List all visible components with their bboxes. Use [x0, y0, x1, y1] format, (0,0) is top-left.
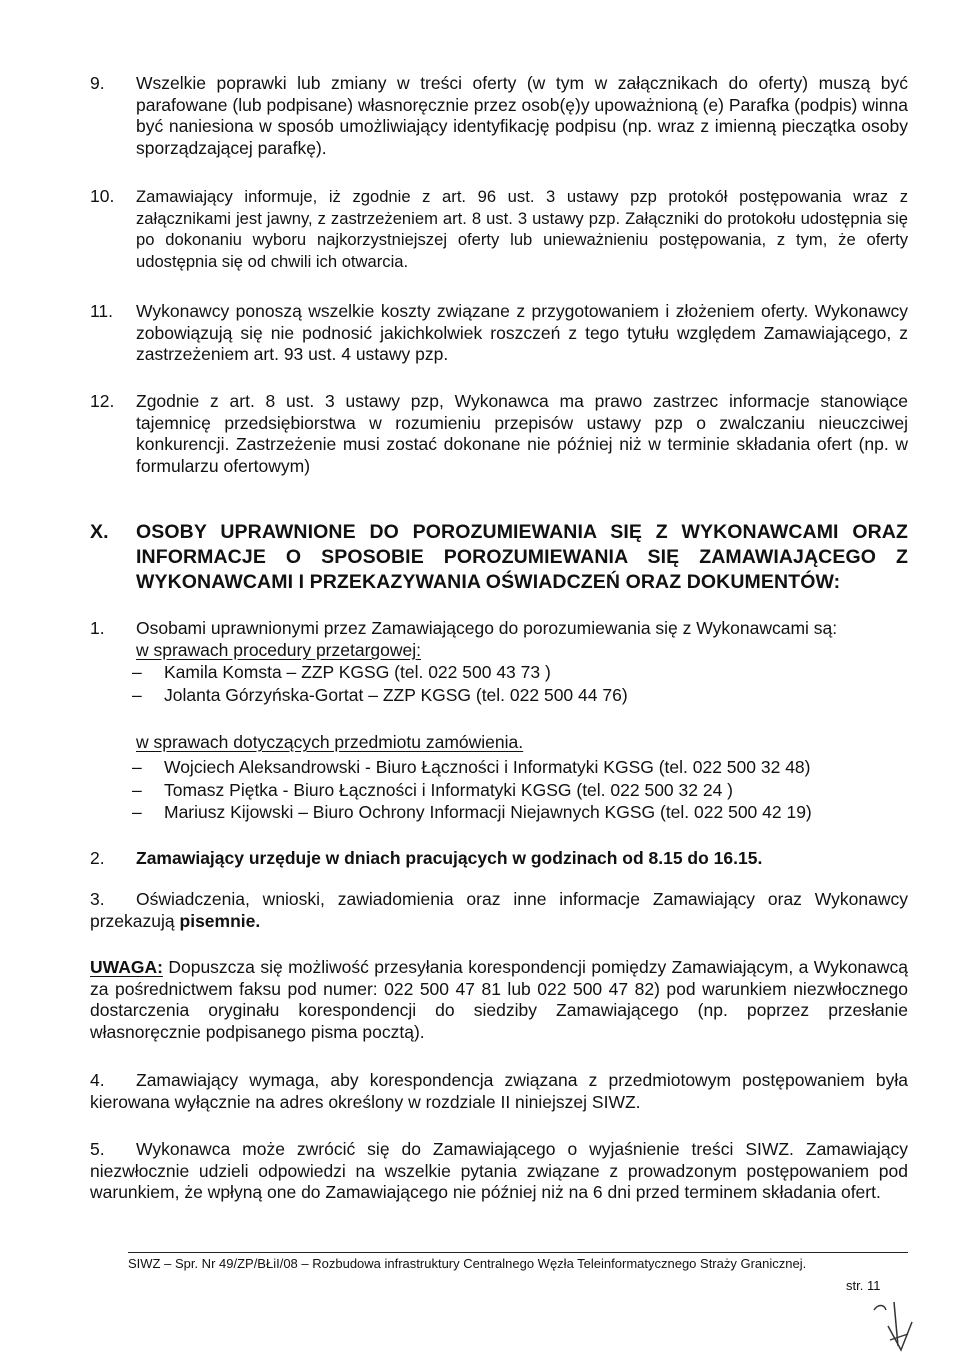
subject-label: w sprawach dotyczących przedmiotu zamówienia. [136, 732, 524, 752]
point-5-paragraph [90, 1139, 908, 1204]
contact-kamila-komsta: Kamila Komsta – ZZP KGSG (tel. 022 500 43 73 ) [164, 662, 551, 682]
note-paragraph [90, 957, 908, 1043]
procedure-contacts-list [132, 662, 904, 706]
note-text: Dopuszcza się możliwość przesyłania korespondencji pomiędzy Zamawiającym, a Wykonawcą za pośrednictwem faksu pod numer: 022 500 47 81 lub 022 500 47 82) pod warunkiem niezwłocznego dostarczenia oryginału korespondencji do siedziby Zamawiającego (np. poprzez przesłanie własnoręcznie podpisanego pisma pocztą). [90, 957, 908, 1042]
item-12-text: Zgodnie z art. 8 ust. 3 ustawy pzp, Wykonawca ma prawo zastrzec informacje stanowiące tajemnicę przedsiębiorstwa w rozumieniu przepisów ustawy pzp o zwalczaniu nieuczciwej konkurencji. Zastrzeżenie musi zostać dokonane nie później niż w terminie składania ofert (np. w formularzu ofertowym) [136, 391, 908, 476]
point-1-number: 1. [90, 618, 105, 638]
item-12-number: 12. [90, 391, 115, 411]
item-11-text: Wykonawcy ponoszą wszelkie koszty związane z przygotowaniem i złożeniem oferty. Wykonawcy zobowiązują się nie podnosić jakichkolwiek roszczeń z tego tytułu względem Zamawiającego, z zastrzeżeniem art. 93 ust. 4 ustawy pzp. [136, 301, 908, 364]
point-4-number: 4. [90, 1070, 105, 1090]
list-item: – Kamila Komsta – ZZP KGSG (tel. 022 500 43 73 ) [132, 662, 551, 682]
point-5-number: 5. [90, 1139, 105, 1159]
point-4-text: Zamawiający wymaga, aby korespondencja związana z przedmiotowym postępowaniem była kierowana wyłącznie na adres określony w rozdziale II niniejszej SIWZ. [90, 1070, 908, 1112]
contact-jolanta-gorzynska-gortat: Jolanta Górzyńska-Gortat – ZZP KGSG (tel. 022 500 44 76) [164, 684, 628, 705]
item-9-text: Wszelkie poprawki lub zmiany w treści oferty (w tym w załącznikach do oferty) muszą być parafowane (lub podpisane) własnoręcznie przez osob(ę)y upoważnioną (e) Parafka (podpis) winna być naniesiona w sposób umożliwiający identyfikację podpisu (np. wraz z imienną pieczątka osoby sporządzającej parafkę). [136, 73, 908, 158]
point-4-paragraph [90, 1070, 908, 1113]
item-11-number: 11. [90, 301, 114, 321]
item-10-number: 10. [90, 186, 115, 206]
section-heading: OSOBY UPRAWNIONE DO POROZUMIEWANIA SIĘ Z WYKONAWCAMI ORAZ INFORMACJE O SPOSOBIE POROZUMIEWANIA SIĘ ZAMAWIAJĄCEGO Z WYKONAWCAMI I PRZEKAZYWANIA OŚWIADCZEŃ ORAZ DOKUMENTÓW: [136, 521, 908, 593]
point-3-number: 3. [90, 889, 105, 909]
list-item: – Wojciech Aleksandrowski - Biuro Łączności i Informatyki KGSG (tel. 022 500 32 48) [132, 757, 811, 777]
written-emphasis: pisemnie. [179, 910, 261, 931]
section-number: X. [90, 521, 109, 543]
footer-reference: SIWZ – Spr. Nr 49/ZP/BŁiI/08 – Rozbudowa infrastruktury Centralnego Węzła Teleinformatycznego Straży Granicznej. [128, 1256, 807, 1271]
handwritten-initials-mark [868, 1296, 918, 1356]
point-2-number: 2. [90, 848, 105, 868]
procedure-label: w sprawach procedury przetargowej: [136, 640, 421, 660]
written-communication-text: Oświadczenia, wnioski, zawiadomienia oraz inne informacje Zamawiający oraz Wykonawcy przekazują pisemnie. [90, 889, 908, 931]
contact-tomasz-pietka: Tomasz Piętka - Biuro Łączności i Informatyki KGSG (tel. 022 500 32 24 ) [164, 779, 733, 800]
note-label: UWAGA: [90, 957, 163, 977]
contact-mariusz-kijowski: Mariusz Kijowski – Biuro Ochrony Informacji Niejawnych KGSG (tel. 022 500 42 19) [164, 802, 812, 822]
office-hours-text: Zamawiający urzęduje w dniach pracujących w godzinach od 8.15 do 16.15. [136, 848, 763, 868]
footer-divider [128, 1252, 908, 1253]
list-item: – Jolanta Górzyńska-Gortat – ZZP KGSG (tel. 022 500 44 76) [132, 684, 628, 705]
subject-contacts-list [132, 757, 904, 824]
page-number: str. 11 [846, 1278, 881, 1293]
contacts-intro: Osobami uprawnionymi przez Zamawiającego do porozumiewania się z Wykonawcami są: [136, 618, 838, 638]
item-9-number: 9. [90, 73, 105, 93]
item-10-text: Zamawiający informuje, iż zgodnie z art. 96 ust. 3 ustawy pzp protokół postępowania wraz z załącznikami jest jawny, z zastrzeżeniem art. 8 ust. 3 ustawy pzp. Załączniki do protokołu udostępnia się po dokonaniu wyboru najkorzystniejszej oferty lub unieważnieniu postępowania, z tym, że oferty udostępnia się od chwili ich otwarcia. [136, 187, 908, 271]
list-item: – Mariusz Kijowski – Biuro Ochrony Informacji Niejawnych KGSG (tel. 022 500 42 19) [132, 802, 812, 822]
contact-wojciech-aleksandrowski: Wojciech Aleksandrowski - Biuro Łączności i Informatyki KGSG (tel. 022 500 32 48) [164, 757, 811, 777]
list-item: – Tomasz Piętka - Biuro Łączności i Informatyki KGSG (tel. 022 500 32 24 ) [132, 779, 733, 800]
point-5-text: Wykonawca może zwrócić się do Zamawiającego o wyjaśnienie treści SIWZ. Zamawiający niezwłocznie udzieli odpowiedzi na wszelkie pytania związane z prowadzonym postępowaniem pod warunkiem, że wpłyną one do Zamawiającego nie później niż na 6 dni przed terminem składania ofert. [90, 1139, 908, 1202]
